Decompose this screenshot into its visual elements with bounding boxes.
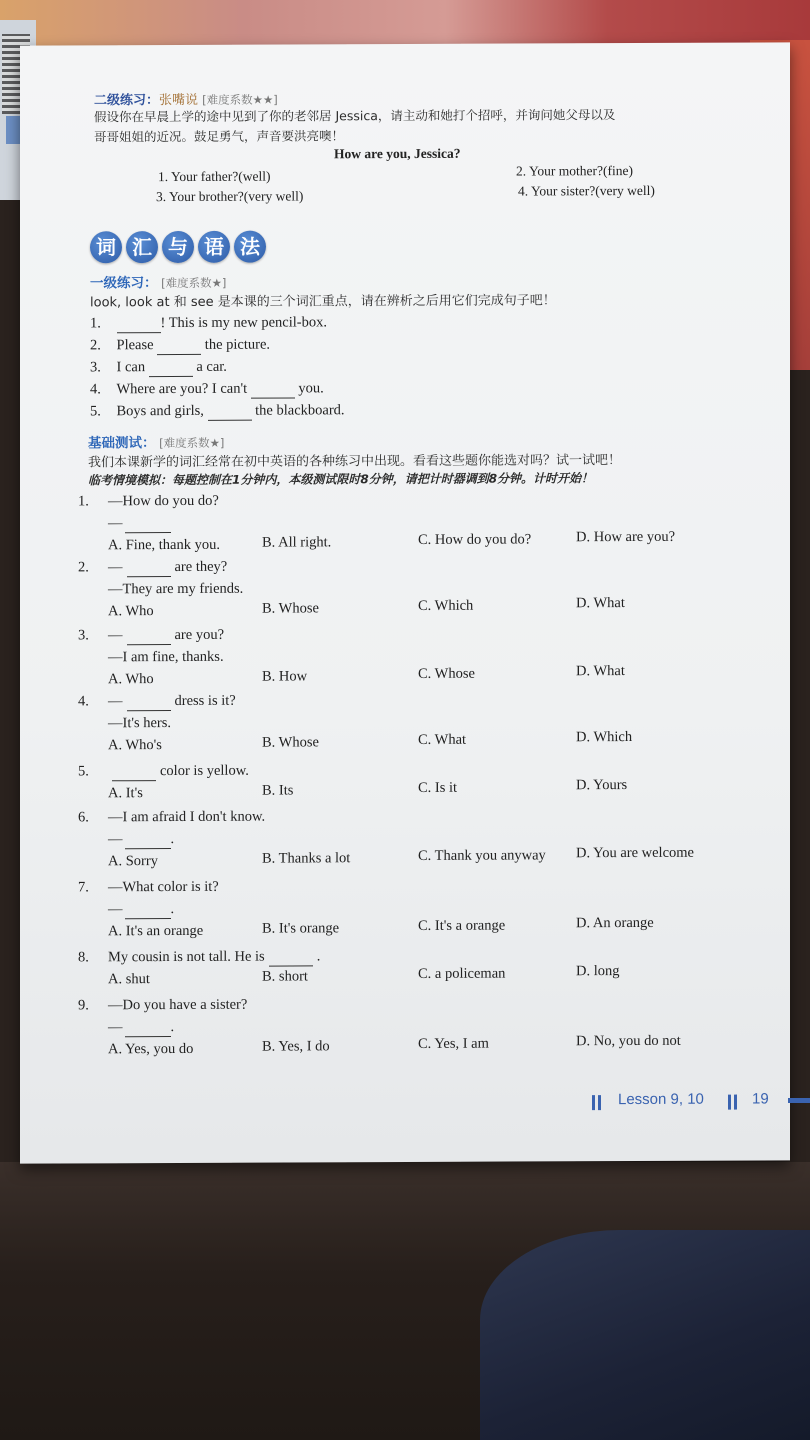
question-text: — [108,831,123,848]
answer-blank[interactable] [125,831,171,849]
question-text: —How do you do? [108,492,219,510]
answer-option[interactable]: B. Its [262,782,294,799]
exercise2-label: 二级练习： [94,93,160,109]
exercise2-header [94,89,278,109]
item-number: 2. [90,337,101,354]
question-response [108,1019,174,1037]
exercise2-item: 4. Your sister?(very well) [518,182,655,199]
question-number: 9. [78,997,89,1014]
answer-option[interactable]: A. Yes, you do [108,1040,194,1058]
answer-option[interactable]: C. Thank you anyway [418,847,546,864]
question-stem [78,559,227,578]
basic-test-difficulty: [难度系数★] [159,435,225,451]
exercise2-name: 张嘴说 [159,92,199,109]
question-number: 6. [78,809,89,826]
answer-option[interactable]: A. Who [108,603,154,620]
item-text: you. [298,380,324,397]
question-text: are they? [174,558,228,576]
question-text: color is yellow. [160,762,249,780]
answer-blank[interactable] [208,403,252,421]
question-text: are you? [174,626,225,644]
question-response [108,581,243,599]
section-title-char: 词 [90,231,122,263]
footer-divider [728,1095,731,1110]
question-text: —It's hers. [108,715,172,732]
level1-item [90,380,324,399]
question-number: 5. [78,763,89,780]
question-text: — [108,693,123,710]
footer-divider [598,1095,601,1110]
item-text: the blackboard. [255,402,345,419]
answer-option[interactable]: B. Whose [262,734,319,751]
answer-option[interactable]: D. long [576,963,620,980]
question-text: —Do you have a sister? [108,996,248,1014]
level1-difficulty: [难度系数★] [161,275,227,291]
level1-item [90,402,345,421]
answer-blank[interactable] [127,693,171,711]
answer-option[interactable]: C. It's a orange [418,917,506,934]
footer-lesson: Lesson 9, 10 [618,1090,704,1109]
exercise2-difficulty: [难度系数★★] [202,92,278,107]
answer-option[interactable]: A. Fine, thank you. [108,536,220,554]
section-title-char: 法 [234,231,266,263]
question-stem [78,948,320,967]
item-number: 4. [90,381,101,398]
level1-instruction: look, look at 和 see 是本课的三个词汇重点，请在辨析之后用它们完成句子吧！ [90,293,556,311]
answer-option[interactable]: D. No, you do not [576,1032,681,1050]
item-number: 1. [90,315,101,332]
answer-option[interactable]: A. Who's [108,737,162,754]
dialog-title: How are you, Jessica? [334,145,461,162]
answer-blank[interactable] [127,559,171,577]
item-text: Please [116,337,154,354]
question-text: . [170,1019,175,1036]
background-blanket [480,1230,810,1440]
answer-option[interactable]: B. All right. [262,534,332,551]
level1-header [90,271,226,293]
question-text: —They are my friends. [108,580,244,598]
exercise2-instruction-2: 哥哥姐姐的近况。鼓足勇气，声音要洪亮噢！ [94,128,345,145]
answer-option[interactable]: B. Whose [262,600,319,617]
answer-option[interactable]: D. An orange [576,914,654,932]
question-text: — [108,901,123,918]
footer-divider [592,1095,595,1110]
answer-option[interactable]: B. Yes, I do [262,1038,330,1055]
question-response [108,715,171,732]
answer-blank[interactable] [112,763,156,781]
answer-option[interactable]: C. Which [418,597,474,614]
basic-test-scenario: 临考情境模拟：每题控制在1分钟内，本级测试限时8分钟，请把计时器调到8分钟。计时开始！ [88,471,594,488]
question-number: 1. [78,493,89,510]
basic-test-label: 基础测试： [88,435,156,452]
question-stem [78,693,236,712]
item-number: 3. [90,359,101,376]
item-text: the picture. [204,336,271,353]
book-page [20,42,790,1163]
question-text: — [108,515,123,532]
answer-option[interactable]: C. Is it [418,779,458,796]
answer-option[interactable]: C. Whose [418,665,475,682]
item-text: I can [116,359,146,376]
question-number: 8. [78,949,89,966]
question-response [108,901,174,919]
answer-option[interactable]: B. short [262,968,308,985]
answer-option[interactable]: D. How are you? [576,528,676,546]
footer-divider [734,1095,737,1110]
answer-option[interactable]: C. a policeman [418,965,506,982]
answer-option[interactable]: D. Yours [576,777,628,794]
question-text: —I am fine, thanks. [108,648,224,666]
answer-blank[interactable] [125,1019,171,1037]
question-text: . [170,831,175,848]
answer-option[interactable]: D. What [576,663,625,680]
answer-option[interactable]: A. It's [108,785,143,802]
question-response [108,831,174,849]
answer-blank[interactable] [125,901,171,919]
section-title-char: 与 [162,231,194,263]
item-text: Where are you? I can't [116,380,248,398]
level1-label: 一级练习： [90,275,158,292]
question-number: 7. [78,879,89,896]
level1-item [90,359,227,378]
question-text: —What color is it? [108,878,219,896]
section-title-char: 语 [198,231,230,263]
question-number: 3. [78,627,89,644]
answer-blank[interactable] [251,380,295,398]
basic-test-instruction: 我们本课新学的词汇经常在初中英语的各种练习中出现。看看这些题你能选对吗？试一试吧！ [88,453,622,471]
answer-option[interactable]: C. Yes, I am [418,1035,489,1052]
answer-blank[interactable] [269,948,313,966]
question-response [108,515,171,533]
answer-option[interactable]: A. shut [108,971,150,988]
exercise2-item: 1. Your father?(well) [158,168,271,185]
question-stem [78,879,219,897]
question-stem [78,627,224,646]
item-number: 5. [90,403,101,420]
answer-blank[interactable] [157,337,201,355]
answer-option[interactable]: A. It's an orange [108,922,204,940]
answer-option[interactable]: B. It's orange [262,920,340,937]
question-stem [78,763,249,782]
section-title-char: 汇 [126,231,158,263]
item-text: Boys and girls, [116,402,204,420]
answer-option[interactable]: A. Who [108,671,154,688]
question-text: — [108,627,123,644]
answer-option[interactable]: B. Thanks a lot [262,850,351,867]
answer-blank[interactable] [149,359,193,377]
answer-option[interactable]: D. Which [576,729,633,746]
question-text: . [316,948,321,965]
question-text: dress is it? [174,692,236,710]
section-title [90,231,266,264]
question-response [108,649,224,667]
answer-option[interactable]: B. How [262,668,308,685]
page-number: 19 [752,1090,769,1108]
question-text: — [108,1019,123,1036]
answer-blank[interactable] [125,515,171,533]
question-number: 4. [78,693,89,710]
question-number: 2. [78,559,89,576]
question-text: . [170,901,175,918]
exercise2-item: 2. Your mother?(fine) [516,163,633,179]
footer-rule [788,1098,810,1103]
answer-option[interactable]: D. What [576,595,625,612]
level1-item [90,314,327,333]
question-stem [78,997,247,1015]
exercise2-item: 3. Your brother?(very well) [156,188,304,205]
answer-option[interactable]: C. What [418,731,467,748]
answer-blank[interactable] [127,627,171,645]
item-text: a car. [196,358,227,375]
answer-option[interactable]: D. You are welcome [576,844,694,862]
basic-test-header [88,431,224,453]
question-stem [78,493,219,511]
question-text: —I am afraid I don't know. [108,808,266,826]
answer-option[interactable]: C. How do you do? [418,531,532,548]
item-text: ! This is my new pencil-box. [160,314,327,332]
question-text: — [108,559,123,576]
level1-item [90,337,270,356]
question-stem [78,809,265,827]
answer-option[interactable]: A. Sorry [108,853,158,870]
answer-blank[interactable] [117,315,161,333]
question-text: My cousin is not tall. He is [108,948,265,966]
exercise2-instruction-1: 假设你在早晨上学的途中见到了你的老邻居 Jessica，请主动和她打个招呼，并询问她父母以及 [94,107,616,125]
